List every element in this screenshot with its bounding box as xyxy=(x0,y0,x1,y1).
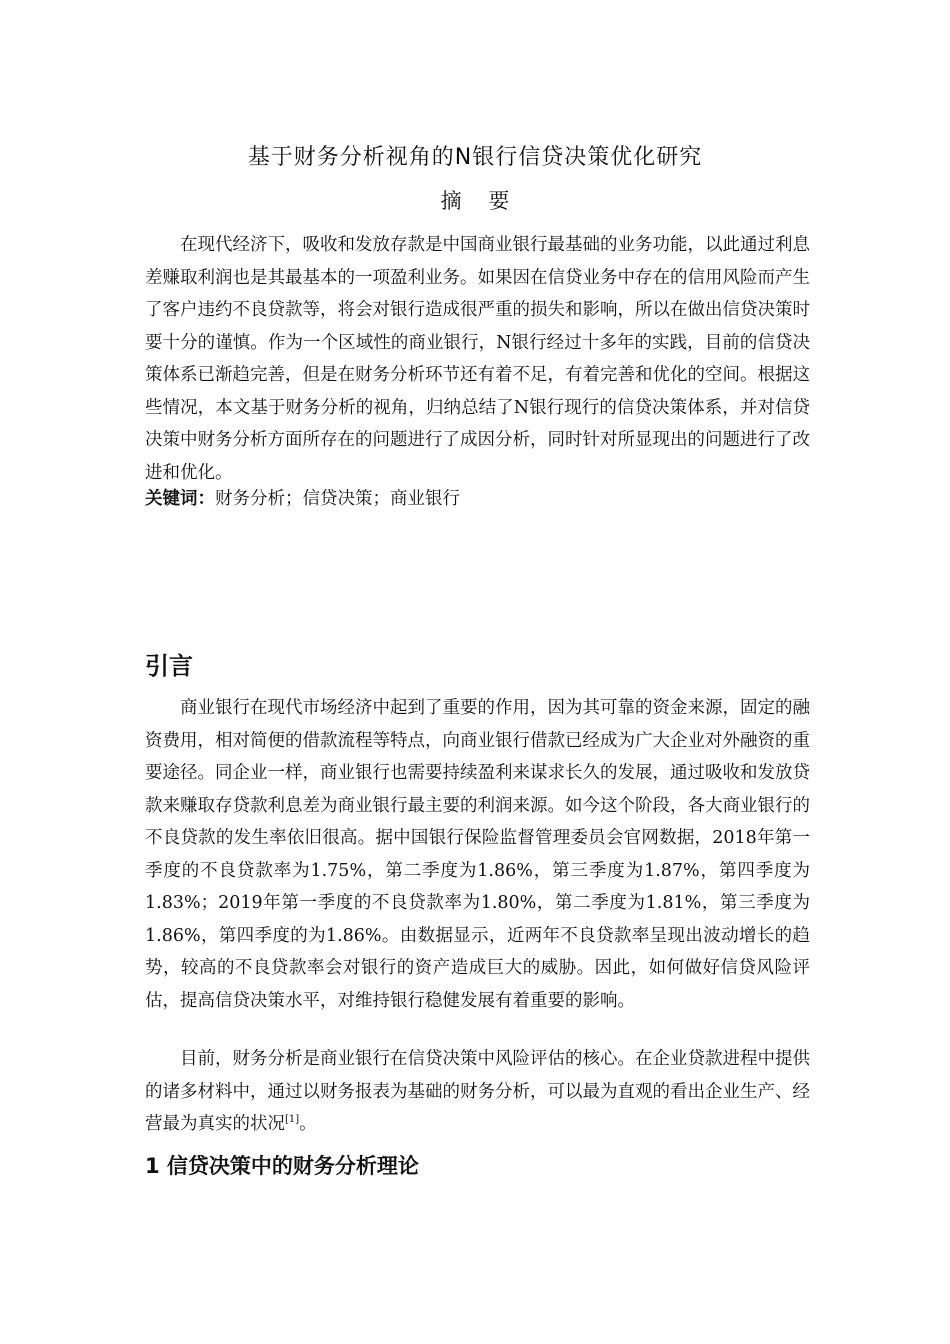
intro-paragraph-2 xyxy=(145,1043,810,1141)
intro-paragraph-2-text: 目前，财务分析是商业银行在信贷决策中风险评估的核心。在企业贷款进程中提供的诸多材料中，通过以财务报表为基础的财务分析，可以最为直观的看出企业生产、经营最为真实的状况 xyxy=(145,1049,810,1134)
citation-reference[interactable]: [1] xyxy=(285,1114,300,1126)
keywords-line xyxy=(145,483,810,515)
abstract-paragraph: 在现代经济下，吸收和发放存款是中国商业银行最基础的业务功能，以此通过利息差赚取利润也是其最基本的一项盈利业务。如果因在信贷业务中存在的信用风险而产生了客户违约不良贷款等，将会对银行造成很严重的损失和影响，所以在做出信贷决策时要十分的谨慎。作为一个区域性的商业银行，N银行经过十多年的实践，目前的信贷决策体系已渐趋完善，但是在财务分析环节还有着不足，有着完善和优化的空间。根据这些情况，本文基于财务分析的视角，归纳总结了N银行现行的信贷决策体系，并对信贷决策中财务分析方面所存在的问题进行了成因分析，同时针对所显现出的问题进行了改进和优化。 xyxy=(145,235,810,483)
document-title: 基于财务分析视角的N银行信贷决策优化研究 xyxy=(247,145,703,170)
keywords-values: 财务分析；信贷决策；商业银行 xyxy=(215,489,460,509)
abstract-heading: 摘 要 xyxy=(440,189,520,213)
intro-paragraph-2-end: 。 xyxy=(299,1114,317,1134)
intro-paragraph-1: 商业银行在现代市场经济中起到了重要的作用，因为其可靠的资金来源，固定的融资费用，相对简便的借款流程等特点，向商业银行借款已经成为广大企业对外融资的重要途径。同企业一样，商业银行也需要持续盈利来谋求长久的发展，通过吸收和发放贷款来赚取存贷款利息差为商业银行最主要的利润来源。如今这个阶段，各大商业银行的不良贷款的发生率依旧很高。据中国银行保险监督管理委员会官网数据，2018年第一季度的不良贷款率为1.75%，第二季度为1.86%，第三季度为1.87%，第四季度为1.83%；2019年第一季度的不良贷款率为1.80%，第二季度为1.81%，第三季度为1.86%，第四季度的为1.86%。由数据显示，近两年不良贷款率呈现出波动增长的趋势，较高的不良贷款率会对银行的资产造成巨大的威胁。因此，如何做好信贷风险评估，提高信贷决策水平，对维持银行稳健发展有着重要的影响。 xyxy=(145,698,810,1011)
chapter-1-heading: 1 信贷决策中的财务分析理论 xyxy=(145,1154,419,1178)
intro-heading: 引言 xyxy=(145,652,193,680)
keywords-label: 关键词： xyxy=(145,489,215,509)
